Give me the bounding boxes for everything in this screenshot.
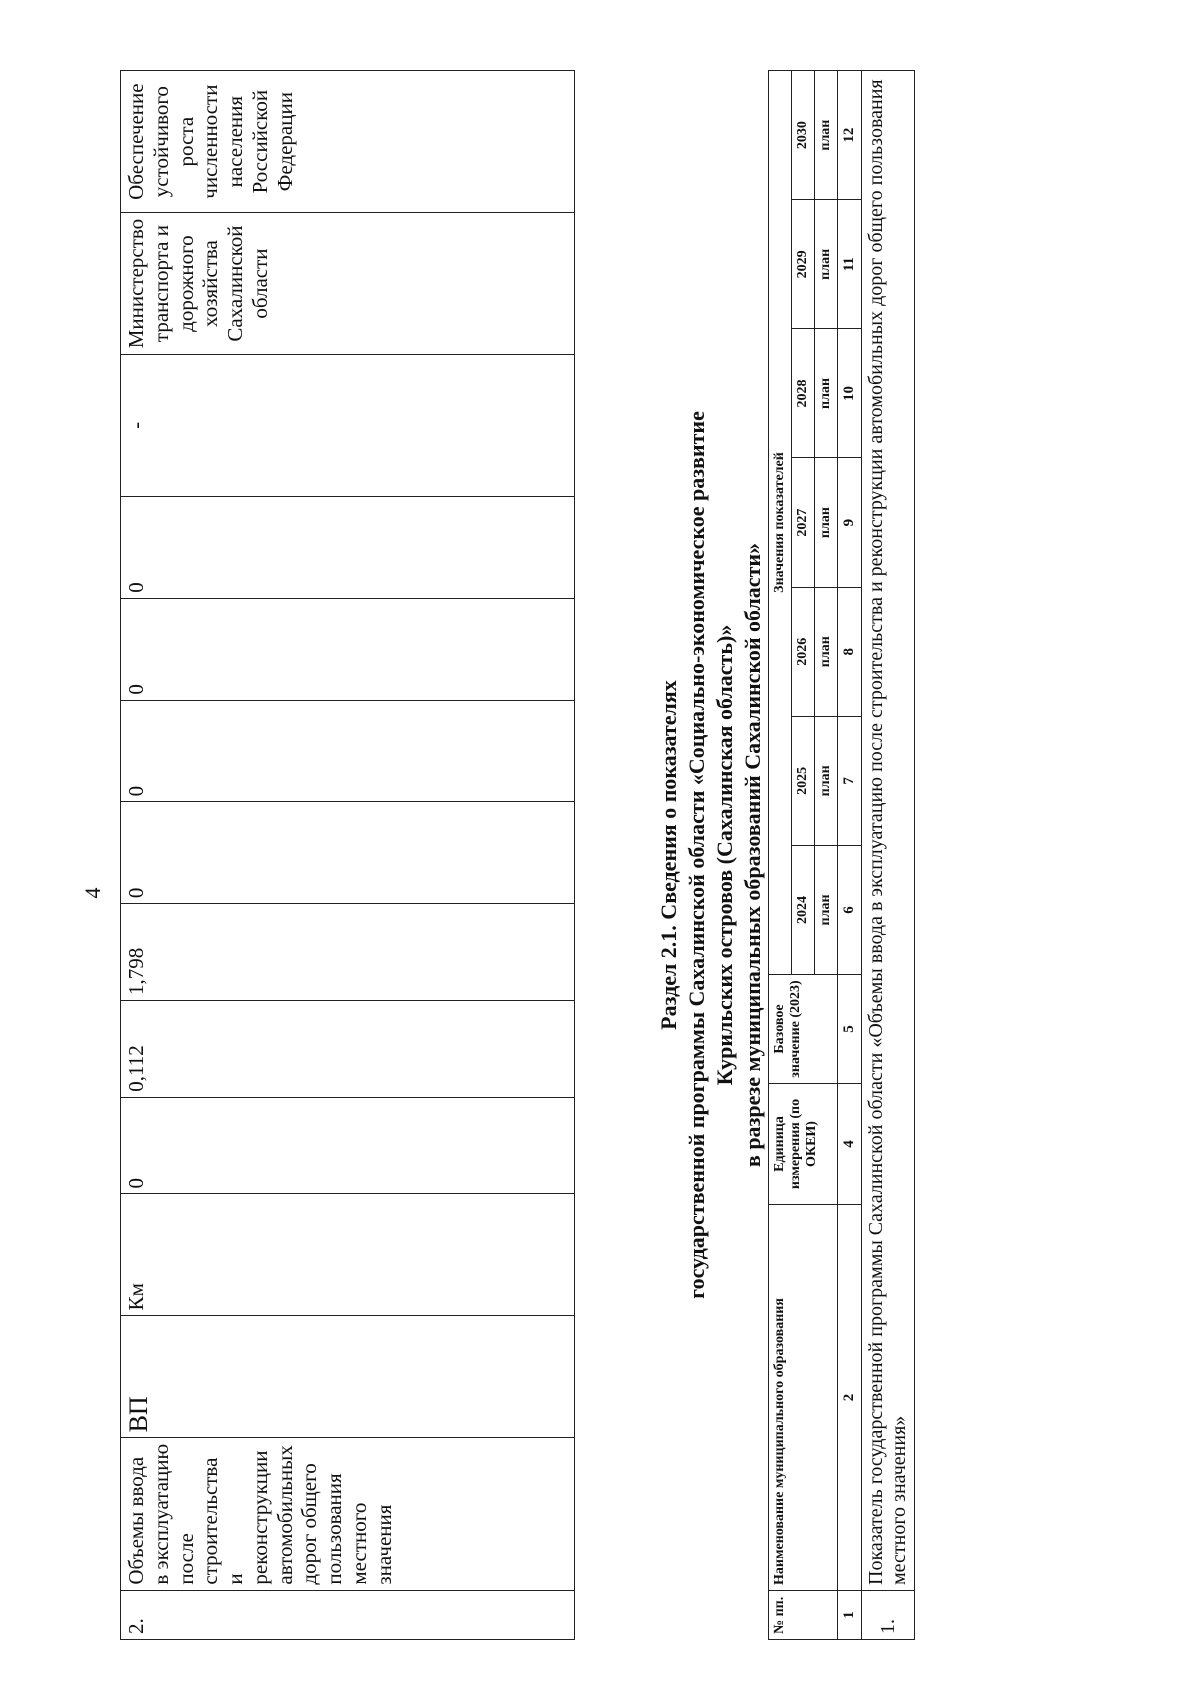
- value-cell: 0: [121, 1097, 575, 1194]
- indicator-row: [862, 71, 915, 1640]
- header-index: № пп.: [769, 1591, 838, 1640]
- value-cell: 0,112: [121, 1000, 575, 1097]
- indicator-table-municipal: [768, 70, 915, 1640]
- section-title-line: государственной программы Сахалинской области «Социально-экономическое развитие: [684, 411, 710, 1299]
- responsible-body: Министерство транспорта и дорожного хозяйства Сахалинской области: [121, 213, 575, 355]
- value-cell: 1,798: [121, 904, 575, 1001]
- value-cell: -: [121, 354, 575, 496]
- column-number: 9: [838, 458, 862, 587]
- header-name: Наименование муниципального образования: [769, 1205, 838, 1591]
- column-number: 7: [838, 716, 862, 845]
- indicator-table-top: [120, 70, 575, 1640]
- header-year: 2029: [792, 200, 815, 329]
- section-title: [655, 70, 768, 1640]
- column-number-row: [838, 71, 862, 1640]
- column-number: 4: [838, 1084, 862, 1205]
- column-number: 10: [838, 329, 862, 458]
- table-row: [121, 71, 575, 1640]
- section-title-line: Курильских островов (Сахалинская область)»: [712, 624, 738, 1086]
- section-title-line: в разрезе муниципальных образований Сахалинской области»: [740, 542, 766, 1168]
- indicator-text: Показатель государственной программы Сахалинской области «Объемы ввода в эксплуатацию после строительства и реконструкции автомобильных дорог общего пользования местного значения»: [862, 71, 915, 1591]
- section-title-line: Раздел 2.1. Сведения о показателях: [656, 680, 681, 1030]
- header-plan: план: [815, 716, 838, 845]
- column-number: 12: [838, 71, 862, 200]
- column-number: 5: [838, 975, 862, 1084]
- header-values-group: Значения показателей: [769, 71, 792, 975]
- national-goal: Обеспечение устойчивого роста численности населения Российской Федерации: [121, 71, 575, 213]
- header-plan: план: [815, 845, 838, 974]
- column-number: 2: [838, 1205, 862, 1591]
- value-cell: 0: [121, 802, 575, 904]
- value-cell: 0: [121, 496, 575, 598]
- header-row: [769, 71, 792, 1640]
- value-cell: 0: [121, 700, 575, 802]
- column-number: 6: [838, 845, 862, 974]
- header-plan: план: [815, 587, 838, 716]
- column-number: 1: [838, 1591, 862, 1640]
- indicator-name: Объемы ввода в эксплуатацию после строительства и реконструкции автомобильных дорог общего пользования местного значения: [121, 1438, 575, 1590]
- header-year: 2028: [792, 329, 815, 458]
- column-number: 11: [838, 200, 862, 329]
- header-unit: Единица измерения (по ОКЕИ): [769, 1084, 838, 1205]
- header-plan: план: [815, 458, 838, 587]
- header-year: 2024: [792, 845, 815, 974]
- column-number: 8: [838, 587, 862, 716]
- indicator-index: 1.: [862, 1591, 915, 1640]
- header-plan: план: [815, 200, 838, 329]
- header-base: Базовое значение (2023): [769, 975, 838, 1084]
- header-plan: план: [815, 329, 838, 458]
- value-cell: 0: [121, 598, 575, 700]
- row-index: 2.: [121, 1590, 575, 1639]
- rotated-content: [120, 70, 1100, 1640]
- page-number: 4: [80, 887, 105, 899]
- header-year: 2027: [792, 458, 815, 587]
- header-year: 2025: [792, 716, 815, 845]
- unit-cell: Км: [121, 1194, 575, 1316]
- header-year: 2026: [792, 587, 815, 716]
- indicator-type: ВП: [121, 1316, 575, 1438]
- header-plan: план: [815, 71, 838, 200]
- header-year: 2030: [792, 71, 815, 200]
